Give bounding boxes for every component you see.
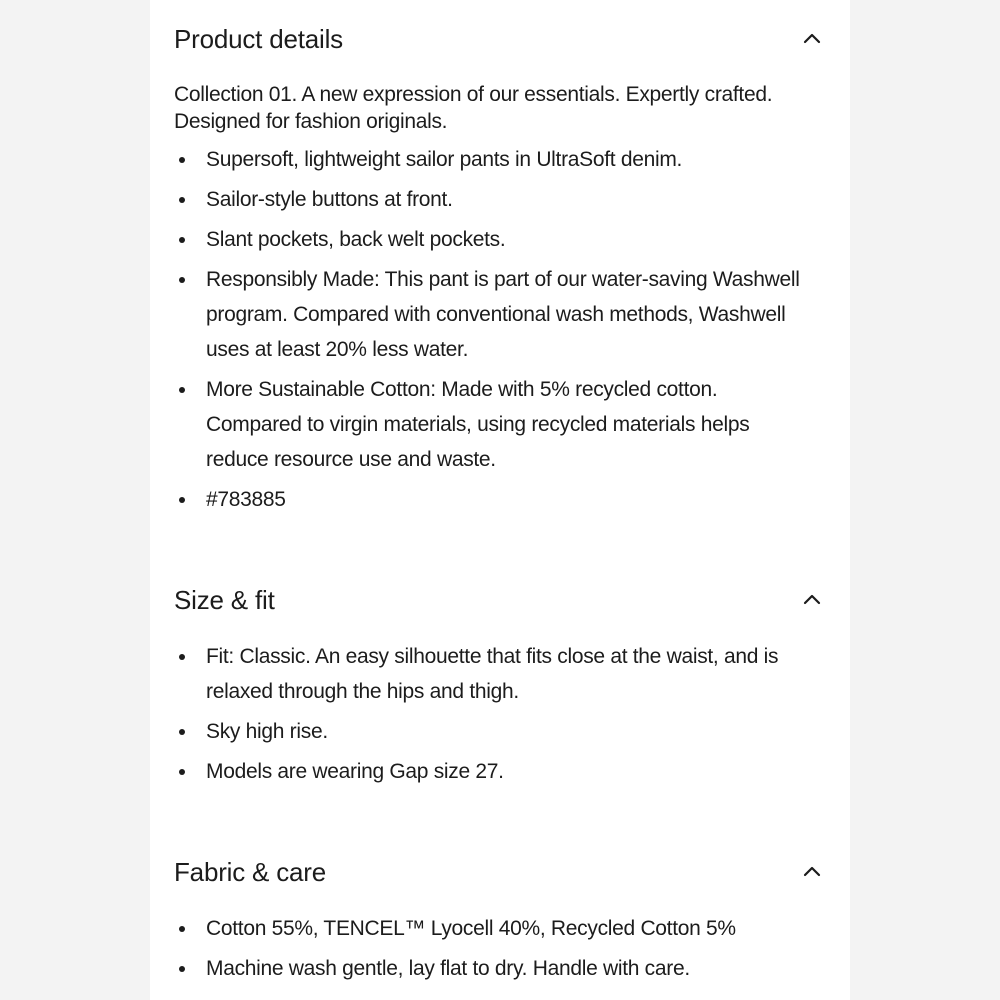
size-fit-list bbox=[174, 639, 814, 794]
list-item: Supersoft, lightweight sailor pants in UltraSoft denim. bbox=[174, 142, 814, 177]
section-title: Size & fit bbox=[174, 585, 275, 615]
list-item: Cotton 55%, TENCEL™ Lyocell 40%, Recycled Cotton 5% bbox=[174, 911, 814, 946]
list-item: Sky high rise. bbox=[174, 714, 814, 749]
chevron-up-icon[interactable] bbox=[800, 860, 824, 884]
list-item: More Sustainable Cotton: Made with 5% recycled cotton. Compared to virgin materials, using recycled materials helps reduce resource use and waste. bbox=[174, 372, 814, 477]
list-item: Slant pockets, back welt pockets. bbox=[174, 222, 814, 257]
product-details-list bbox=[174, 142, 814, 522]
list-item: Sailor-style buttons at front. bbox=[174, 182, 814, 217]
size-fit-header[interactable] bbox=[174, 580, 824, 620]
product-info-panel bbox=[150, 0, 850, 1000]
fabric-care-header[interactable] bbox=[174, 852, 824, 892]
chevron-up-icon[interactable] bbox=[800, 588, 824, 612]
product-number: #783885 bbox=[174, 482, 814, 517]
list-item: Responsibly Made: This pant is part of our water-saving Washwell program. Compared with conventional wash methods, Washwell uses at least 20% less water. bbox=[174, 262, 814, 367]
chevron-up-icon[interactable] bbox=[800, 27, 824, 51]
section-title: Product details bbox=[174, 24, 343, 54]
product-details-header[interactable] bbox=[174, 19, 824, 59]
section-title: Fabric & care bbox=[174, 857, 327, 887]
list-item: Models are wearing Gap size 27. bbox=[174, 754, 814, 789]
product-description: Collection 01. A new expression of our essentials. Expertly crafted. Designed for fashion originals. bbox=[174, 83, 773, 133]
list-item: Fit: Classic. An easy silhouette that fits close at the waist, and is relaxed through the hips and thigh. bbox=[174, 639, 814, 709]
fabric-care-list bbox=[174, 911, 814, 991]
list-item: Machine wash gentle, lay flat to dry. Handle with care. bbox=[174, 951, 814, 986]
